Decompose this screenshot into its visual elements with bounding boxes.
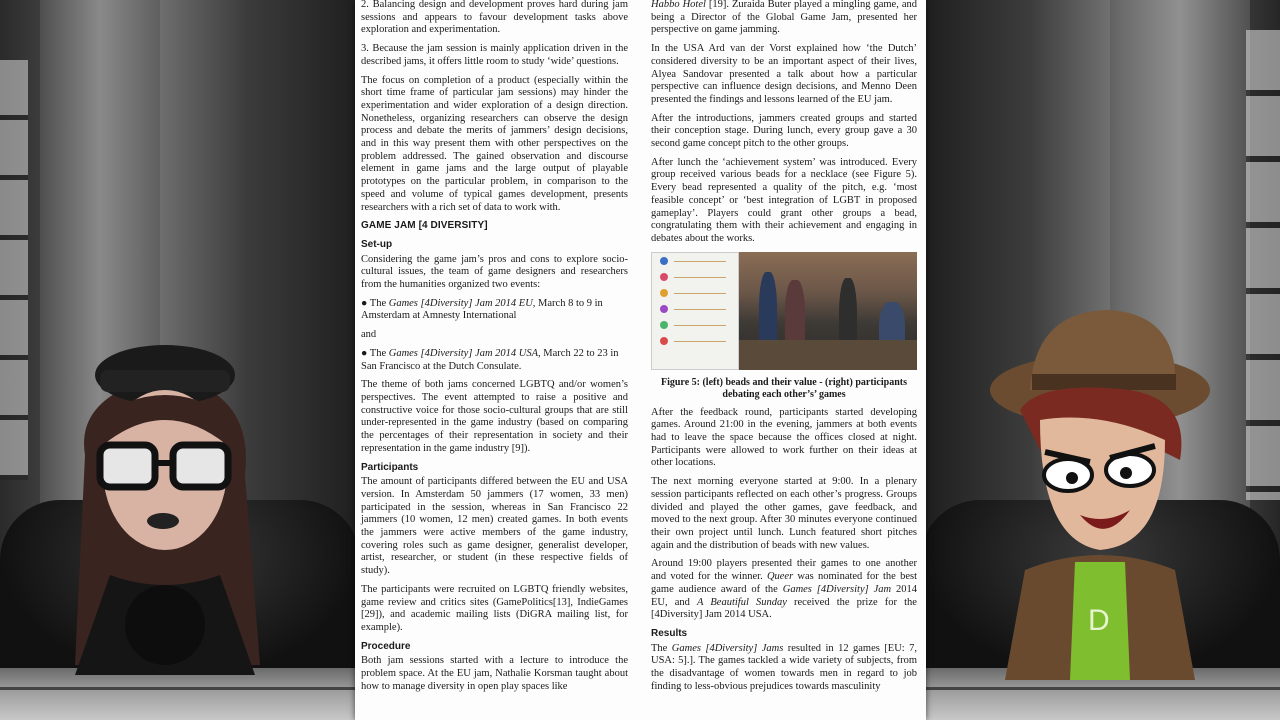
section-heading: GAME JAM [4 DIVERSITY] [361, 220, 488, 232]
bullet-item [361, 348, 628, 373]
bead-icon [660, 321, 668, 329]
text-run: The [651, 642, 672, 654]
paragraph: The theme of both jams concerned LGBTQ and/or women’s perspectives. The event attempted to raise a positive and constructive voice for those socio-cultural groups that are still under-represented in the game industry (based on comparing the percentages of their representation in society and their representation in the game industry [9]). [361, 379, 628, 454]
avatar-left-woman-glasses-icon [55, 335, 285, 675]
game-title: A Beautiful Sunday [697, 596, 787, 608]
bead-icon [660, 337, 668, 345]
bead-icon [660, 289, 668, 297]
bead-icon [660, 257, 668, 265]
subsection-heading: Participants [361, 461, 419, 473]
bullet-item [361, 298, 628, 323]
paragraph [651, 558, 917, 622]
document-left-column [361, 0, 628, 699]
bead-icon [660, 305, 668, 313]
bullet-prefix: ● The [361, 297, 389, 309]
paragraph: The focus on completion of a product (especially within the short time frame of particular jam sessions) may hinder the experimentation and wider exploration of a design direction. Nonetheless, organizing researchers can observe the design process and debate the merits of jammers’ design decisions, and in this way present them with other perspectives on the problem addressed. The gained observation and discourse element in game jams and the large output of playable prototypes on the particular problem, in comparison to the speed and volume of typical games development, presents researchers with a rich set of data to work with. [361, 74, 628, 213]
document-page[interactable] [355, 0, 926, 720]
italic-title: Habbo Hotel [651, 0, 706, 10]
subsection-heading: Procedure [361, 640, 411, 652]
paragraph: After lunch the ‘achievement system’ was introduced. Every group received various beads for a necklace (see Figure 5). Every bead represented a quality of the pitch, e.g. ‘most feasible concept’ or ‘best integration of LGBT in proposed gameplay’. Players could grant other groups a bead, congratulating them with their achievement and engaging in debates about the works. [651, 156, 917, 244]
paragraph: and [361, 329, 377, 341]
text-run: received the prize for the [4Diversity] Jam 2014 USA. [651, 596, 917, 621]
text-run: 2014 EU, and [651, 583, 917, 608]
paragraph: The next morning everyone started at 9:00. In a plenary session participants reflected on each other’s progress. Groups divided and played the other games, gave feedback, and moved to the next group. After 30 minutes everyone continued their own project until lunch. Lunch featured short pitches again and the distribution of beads with new values. [651, 476, 917, 551]
figure-5-image [651, 252, 917, 370]
event-title: Games [4Diversity] Jam 2014 EU [388, 297, 533, 309]
text-run: was nominated for the best game audience award of the [651, 571, 917, 595]
bullet-prefix: ● The [361, 347, 389, 359]
svg-text:D: D [1088, 604, 1110, 637]
subsection-heading: Set-up [361, 238, 393, 250]
paragraph: Both jam sessions started with a lecture to introduce the problem space. At the EU jam, Nathalie Korsman taught about how to manage diversity in open play spaces like [361, 655, 628, 692]
event-title: Games [4Diversity] Jam 2014 USA [388, 347, 539, 359]
text-run: Around 19:00 players presented their games to one another and voted for the winner. [651, 558, 917, 583]
window-left [0, 60, 28, 480]
figure-caption: Figure 5: (left) beads and their value - (right) participants debating each other’s’ games [660, 376, 907, 400]
paragraph: Considering the game jam’s pros and cons to explore socio-cultural issues, the team of game designers and researchers from the humanities organized two events: [361, 253, 628, 291]
paragraph: The participants were recruited on LGBTQ friendly websites, game review and critics sites (GamePolitics[13], IndieGames [29]), and academic mailing lists (DiGRA mailing list, for example). [361, 583, 628, 633]
bullet-suffix: , March 22 to 23 in San Francisco at the Dutch Consulate. [361, 347, 619, 372]
event-title: Games [4Diversity] Jam [782, 583, 892, 595]
paragraph: 3. Because the jam session is mainly application driven in the described jams, it offers little room to study ‘wide’ questions. [361, 43, 628, 67]
paragraph: After the feedback round, participants started developing games. Around 21:00 in the evening, jammers at both events had to leave the space because the offices closed at night. Participants were allowed to work further on their ideas at other locations. [651, 406, 917, 469]
paragraph: In the USA Ard van der Vorst explained how ‘the Dutch’ considered diversity to be an important aspect of their lives, Alyea Sandovar presented a talk about how a particular perspective can influence design decisions, and Menno Deen presented the findings and lessons learned of the EU jam. [651, 43, 917, 105]
subsection-heading: Results [651, 627, 688, 639]
event-title: Games [4Diversity] Jams [671, 642, 784, 654]
participants-photo [739, 252, 917, 370]
paragraph [651, 643, 917, 694]
paragraph [651, 0, 917, 37]
bullet-suffix: , March 8 to 9 in Amsterdam at Amnesty International [361, 297, 603, 322]
text-run: [19]. Zuraida Buter played a mingling game, and being a Director of the Global Game Jam, presented her perspective on game jamming. [651, 0, 917, 36]
paragraph: 2. Balancing design and development proves hard during jam sessions and appears to favour development tasks above exploration and experimentation. [361, 0, 628, 36]
text-run: resulted in 12 games [EU: 7, USA: 5].]. The games tackled a wide variety of subjects, from the disadvantage of women towards men in regard to job finding to less-obvious prejudices towards masculinity [651, 642, 918, 692]
window-right [1246, 30, 1280, 500]
document-right-column [651, 0, 917, 699]
bead-icon [660, 273, 668, 281]
paragraph: The amount of participants differed between the EU and USA version. In Amsterdam 50 jammers (17 women, 33 men) participated in the session, whereas in San Francisco 22 jammers (10 women, 12 men) created games. In both events the jammers were active members of the game industry, covering roles such as game designer, generalist developer, artist, researcher, or student (in these respective fields of study). [361, 476, 628, 577]
avatar-right-man-hat-icon [980, 300, 1220, 680]
paragraph: After the introductions, jammers created groups and started their conception stage. During lunch, every group gave a 30 second game concept pitch to the other groups. [651, 112, 917, 150]
game-title: Queer [766, 571, 794, 583]
beads-sheet-photo [651, 252, 739, 370]
